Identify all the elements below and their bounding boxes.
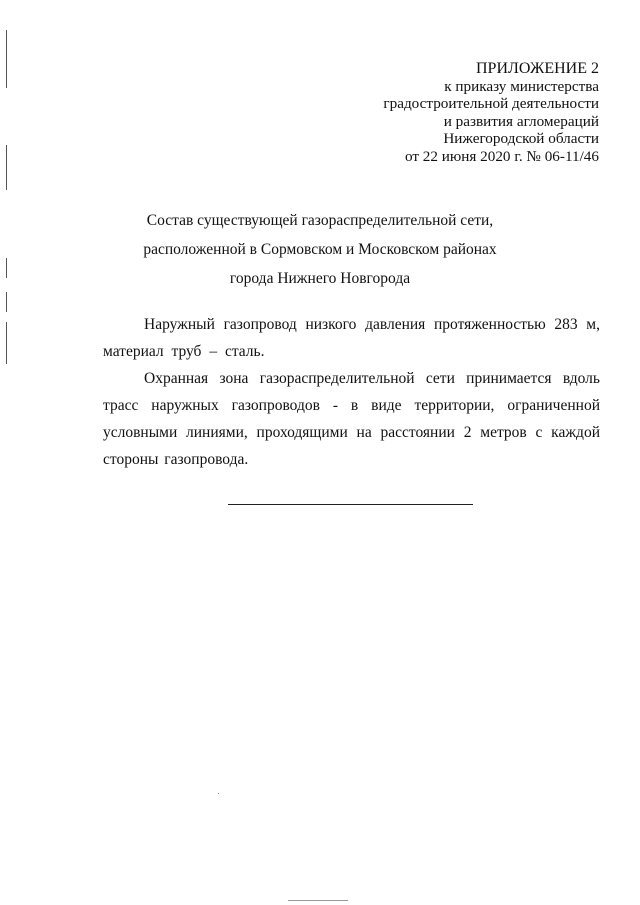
document-title [100, 206, 540, 293]
title-line: города Нижнего Новгорода [229, 270, 411, 287]
appendix-line: градостроительной деятельности [383, 95, 599, 113]
scan-edge-mark [6, 258, 7, 278]
closing-rule [228, 504, 473, 505]
scan-edge-mark [6, 292, 7, 312]
document-body [103, 311, 600, 473]
body-paragraph: Охранная зона газораспределительной сети принимается вдоль трасс наружных газопроводов - в виде территории, ограниченной условными линиями, проходящими на расстоянии 2 метров с каждой стороны газопровода. [103, 370, 600, 468]
appendix-line: к приказу министерства [444, 77, 599, 95]
appendix-line: Нижегородской области [443, 130, 599, 148]
title-line: расположенной в Сормовском и Московском районах [143, 241, 497, 258]
body-paragraph: Наружный газопровод низкого давления протяженностью 283 м, материал труб – сталь. [103, 316, 600, 360]
scan-speck [218, 793, 219, 794]
appendix-line: и развития агломераций [443, 112, 599, 130]
appendix-order-date: от 22 июня 2020 г. № 06-11/46 [404, 147, 599, 165]
appendix-block [279, 60, 599, 166]
scan-edge-mark [6, 322, 7, 364]
appendix-heading: ПРИЛОЖЕНИЕ 2 [475, 60, 599, 77]
scan-bottom-mark [288, 900, 348, 901]
scan-edge-mark [6, 30, 7, 88]
title-line: Состав существующей газораспределительной сети, [146, 212, 494, 229]
scan-edge-mark [6, 145, 7, 190]
